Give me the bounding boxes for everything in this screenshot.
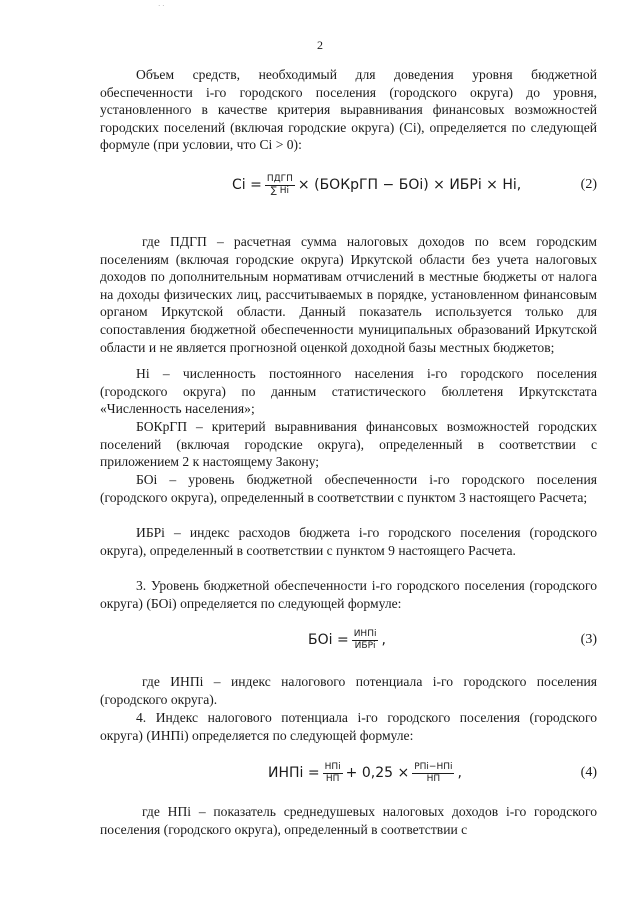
- formula-4-denominator-1: НП: [325, 773, 340, 784]
- formula-3-fraction: [352, 629, 379, 652]
- paragraph-intro: Объем средств, необходимый для доведения уровня бюджетной обеспеченности i-го городского поселения (городского округа) до уровня, установленного в качестве критерия выравнивания финансовых возможностей городских поселений (включая городские округа) (Сi), определяется по следующей формуле (при условии, что Сi > 0):: [100, 67, 597, 153]
- formula-2-lhs: Сi =: [232, 177, 262, 193]
- paragraph-item-4: 4. Индекс налогового потенциала i-го городского поселения (городского округа) (ИНПi) определяется по следующей формуле:: [100, 710, 597, 743]
- formula-3-number: (3): [580, 632, 597, 647]
- paragraph-bo-i: БОi – уровень бюджетной обеспеченности i-го городского поселения (городского округа), определенный в соответствии с пунктом 3 настоящего Расчета;: [100, 472, 597, 505]
- paragraph-np-i: где НПi – показатель среднедушевых налоговых доходов i-го городского поселения (городского округа), определенный в соответствии с: [100, 804, 597, 837]
- page-number: 2: [317, 38, 323, 52]
- formula-4-lhs: ИНПi =: [268, 765, 320, 781]
- formula-4-fraction-1: [323, 762, 343, 785]
- paragraph-inp-i: где ИНПi – индекс налогового потенциала i-го городского поселения (городского округа).: [100, 674, 597, 707]
- formula-2-numerator: ПДГП: [266, 173, 293, 184]
- formula-4-rhs: ,: [457, 765, 462, 781]
- formula-3: [100, 620, 597, 660]
- formula-3-numerator: ИНПi: [353, 628, 377, 639]
- paragraph-item-3: 3. Уровень бюджетной обеспеченности i-го городского поселения (городского округа) (БОi) определяется по следующей формуле:: [100, 578, 597, 611]
- paragraph-ibr-i: ИБРi – индекс расходов бюджета i-го городского поселения (городского округа), определенный в соответствии с пунктом 9 настоящего Расчета.: [100, 525, 597, 558]
- formula-3-rhs: ,: [381, 632, 386, 648]
- scan-marks: · ·: [158, 2, 165, 10]
- formula-2-rhs: × (БОКрГП − БОi) × ИБРi × Нi,: [297, 177, 522, 193]
- formula-2-fraction: [265, 174, 295, 197]
- paragraph-hi: Нi – численность постоянного населения i-го городского поселения (городского округа) по данным статистического бюллетеня Иркутскстата «Численность населения»;: [100, 366, 597, 417]
- formula-2-denominator: ∑ Нi: [270, 185, 289, 196]
- formula-4-fraction-2: [412, 762, 454, 785]
- formula-4: [100, 753, 597, 793]
- formula-4-denominator-2: НП: [426, 773, 441, 784]
- formula-4-numerator-1: НПi: [324, 761, 341, 772]
- paragraph-bo-kr: БОКрГП – критерий выравнивания финансовых возможностей городских поселений (включая городские округа), определенный в соответствии с приложением 2 к настоящему Закону;: [100, 419, 597, 470]
- formula-4-mid: + 0,25 ×: [345, 765, 410, 781]
- formula-4-number: (4): [580, 765, 597, 780]
- formula-2-number: (2): [580, 177, 597, 192]
- formula-3-lhs: БОi =: [308, 632, 349, 648]
- formula-2: [100, 165, 597, 205]
- paragraph-pd-gp: где ПДГП – расчетная сумма налоговых доходов по всем городским поселениям (включая городские округа) Иркутской области без учета налоговых доходов по дополнительным нормативам отчислений в местные бюджеты от налога на доходы физических лиц, рассчитываемых в порядке, установленном финансовым органом Иркутской области. Данный показатель используется только для сопоставления бюджетной обеспеченности муниципальных образований Иркутской области и не является прогнозной оценкой доходной базы местных бюджетов;: [100, 234, 597, 355]
- formula-4-numerator-2: РПi−НПi: [414, 761, 453, 772]
- formula-3-denominator: ИБРi: [354, 640, 376, 651]
